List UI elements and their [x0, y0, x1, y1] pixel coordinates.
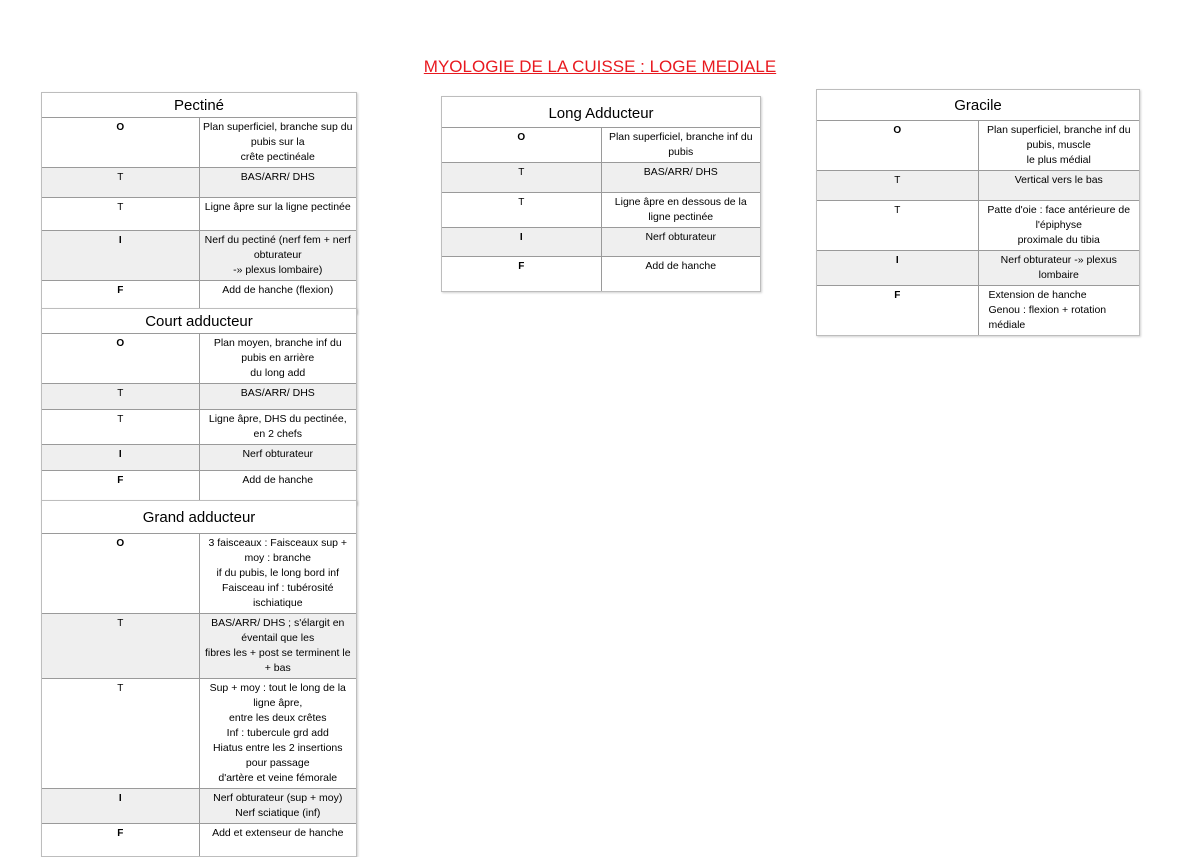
row-value: Sup + moy : tout le long de la ligne âpre, entre les deux crêtes Inf : tubercule grd add Hiatus entre les 2 insertions pour passage d'artère et veine fémorale: [199, 678, 356, 788]
row-value: BAS/ARR/ DHS: [601, 162, 760, 192]
page-title: MYOLOGIE DE LA CUISSE : LOGE MEDIALE: [423, 57, 777, 76]
table-title: Long Adducteur: [442, 97, 760, 127]
row-value: BAS/ARR/ DHS: [199, 167, 356, 197]
table-gracile: [816, 89, 1140, 336]
row-value: Nerf obturateur (sup + moy) Nerf sciatique (inf): [199, 788, 356, 823]
table-title: Court adducteur: [42, 309, 356, 333]
row-key: O: [817, 120, 978, 170]
row-key: T: [42, 383, 199, 409]
row-key: F: [817, 285, 978, 335]
row-key: I: [42, 230, 199, 280]
row-key: O: [442, 127, 601, 162]
row-key: F: [42, 470, 199, 504]
row-value: Patte d'oie : face antérieure de l'épiphyse proximale du tibia: [978, 200, 1139, 250]
row-key: F: [42, 823, 199, 856]
row-value: Vertical vers le bas: [978, 170, 1139, 200]
row-value: Add de hanche: [601, 256, 760, 291]
row-key: T: [442, 192, 601, 227]
row-key: I: [42, 788, 199, 823]
table-title: Pectiné: [42, 93, 356, 117]
table-title: Grand adducteur: [42, 501, 356, 533]
row-key: T: [42, 613, 199, 678]
table-pectine: [41, 92, 357, 314]
row-key: T: [817, 170, 978, 200]
row-key: O: [42, 333, 199, 383]
row-value: Nerf obturateur: [601, 227, 760, 256]
row-value: Add et extenseur de hanche: [199, 823, 356, 856]
row-key: T: [42, 678, 199, 788]
row-key: I: [42, 444, 199, 470]
row-key: T: [42, 197, 199, 230]
row-value: Ligne âpre sur la ligne pectinée: [199, 197, 356, 230]
row-value: Nerf obturateur: [199, 444, 356, 470]
row-key: T: [42, 167, 199, 197]
row-value: Add de hanche (flexion): [199, 280, 356, 313]
row-value: Nerf du pectiné (nerf fem + nerf obturateur -» plexus lombaire): [199, 230, 356, 280]
row-value: Nerf obturateur -» plexus lombaire: [978, 250, 1139, 285]
row-key: T: [42, 409, 199, 444]
row-value: Ligne âpre, DHS du pectinée, en 2 chefs: [199, 409, 356, 444]
row-key: T: [817, 200, 978, 250]
row-key: I: [442, 227, 601, 256]
table-grand-adducteur: [41, 500, 357, 857]
row-key: O: [42, 533, 199, 613]
row-value: Extension de hanche Genou : flexion + rotation médiale: [978, 285, 1139, 335]
table-title: Gracile: [817, 90, 1139, 120]
row-value: Plan moyen, branche inf du pubis en arrière du long add: [199, 333, 356, 383]
row-key: T: [442, 162, 601, 192]
row-value: BAS/ARR/ DHS: [199, 383, 356, 409]
row-key: F: [42, 280, 199, 313]
table-court-adducteur: [41, 308, 357, 505]
row-key: O: [42, 117, 199, 167]
row-value: Plan superficiel, branche inf du pubis, muscle le plus médial: [978, 120, 1139, 170]
row-value: Ligne âpre en dessous de la ligne pectinée: [601, 192, 760, 227]
row-key: I: [817, 250, 978, 285]
row-value: Add de hanche: [199, 470, 356, 504]
table-long-adducteur: [441, 96, 761, 292]
row-value: Plan superficiel, branche inf du pubis: [601, 127, 760, 162]
row-key: F: [442, 256, 601, 291]
row-value: 3 faisceaux : Faisceaux sup + moy : branche if du pubis, le long bord inf Faisceau inf : tubérosité ischiatique: [199, 533, 356, 613]
row-value: Plan superficiel, branche sup du pubis sur la crête pectinéale: [199, 117, 356, 167]
row-value: BAS/ARR/ DHS ; s'élargit en éventail que les fibres les + post se terminent le + bas: [199, 613, 356, 678]
